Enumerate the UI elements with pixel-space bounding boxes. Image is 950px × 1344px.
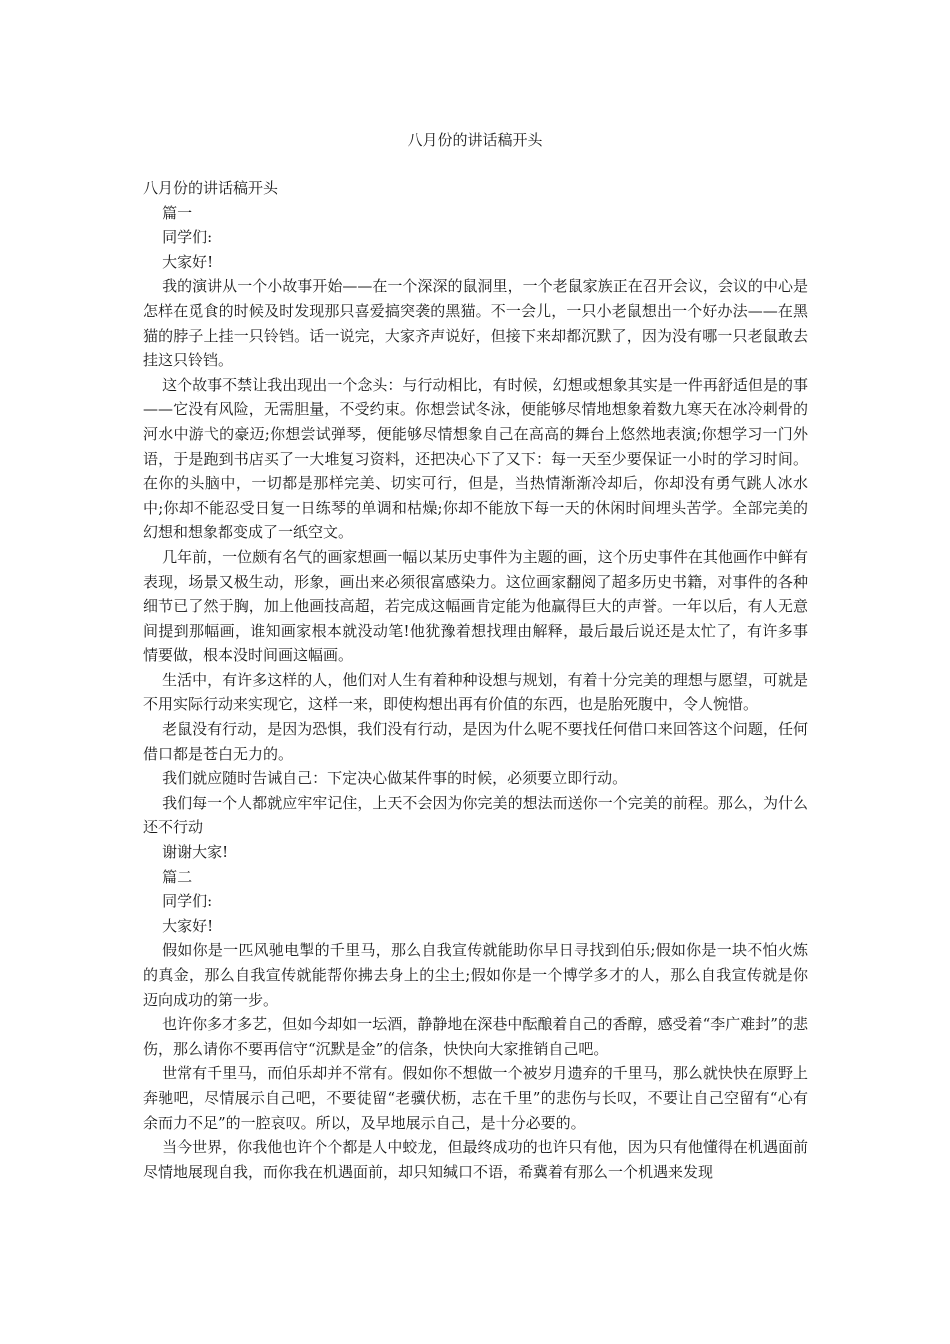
salutation: 同学们: [162, 228, 213, 247]
salutation: 同学们: [162, 892, 213, 911]
greeting: 大家好! [162, 252, 214, 271]
paragraph: 老鼠没有行动，是因为恐惧，我们没有行动，是因为什么呢不要找任何借口来回答这个问题，任何借口都是苍白无力的。 [143, 720, 808, 763]
paragraph: 假如你是一匹风驰电掣的千里马，那么自我宣传就能助你早日寻找到伯乐;假如你是一块不怕火炼的真金，那么自我宣传就能帮你拂去身上的尘土;假如你是一个博学多才的人，那么自我宣传就是你迈向成功的第一步。 [143, 941, 808, 1009]
paragraph: 几年前，一位颇有名气的画家想画一幅以某历史事件为主题的画，这个历史事件在其他画作中鲜有表现，场景又极生动，形象，画出来必须很富感染力。这位画家翻阅了超多历史书籍，对事件的各种细节已了然于胸，加上他画技高超，若完成这幅画肯定能为他赢得巨大的声誉。一年以后，有人无意间提到那幅画，谁知画家根本就没动笔!他犹豫着想找理由解释，最后最后说还是太忙了，有许多事情要做，根本没时间画这幅画。 [143, 547, 808, 665]
greeting: 大家好! [162, 916, 214, 935]
paragraph: 这个故事不禁让我出现出一个念头：与行动相比，有时候，幻想或想象其实是一件再舒适但是的事——它没有风险，无需胆量，不受约束。你想尝试冬泳，便能够尽情地想象着数九寒天在冰冷刺骨的河水中游弋的豪迈;你想尝试弹琴，便能够尽情想象自己在高高的舞台上悠然地表演;你想学习一门外语，于是跑到书店买了一大堆复习资料，还把决心下了又下：每一天至少要保证一小时的学习时间。在你的头脑中，一切都是那样完美、切实可行，但是，当热情渐渐冷却后，你却没有勇气跳人冰水中;你却不能忍受日复一日练琴的单调和枯燥;你却不能放下每一天的休闲时间埋头苦学。全部完美的幻想和想象都变成了一纸空文。 [143, 375, 808, 542]
document-subtitle: 八月份的讲话稿开头 [143, 179, 279, 197]
document-body [143, 176, 808, 1184]
paragraph: 我们就应随时告诫自己：下定决心做某件事的时候，必须要立即行动。 [162, 769, 628, 788]
paragraph: 我们每一个人都就应牢牢记住，上天不会因为你完美的想法而送你一个完美的前程。那么，为什么还不行动 [143, 793, 808, 837]
paragraph: 世常有千里马，而伯乐却并不常有。假如你不想做一个被岁月遗弃的千里马，那么就快快在原野上奔驰吧，尽情展示自己吧，不要徒留“老骥伏枥，志在千里”的悲伤与长叹，不要让自己空留有“心有余而力不足”的一腔哀叹。所以，及早地展示自己，是十分必要的。 [143, 1064, 808, 1132]
section-heading-2: 篇二 [162, 867, 193, 886]
paragraph: 也许你多才多艺，但如今却如一坛酒，静静地在深巷中酝酿着自己的香醇，感受着“李广难封”的悲伤，那么请你不要再信守“沉默是金”的信条，快快向大家推销自己吧。 [143, 1015, 808, 1058]
paragraph: 我的演讲从一个小故事开始——在一个深深的鼠洞里，一个老鼠家族正在召开会议，会议的中心是怎样在觅食的时候及时发现那只喜爱搞突袭的黑猫。不一会儿，一只小老鼠想出一个好办法——在黑猫的脖子上挂一只铃铛。话一说完，大家齐声说好，但接下来却都沉默了，因为没有哪一只老鼠敢去挂这只铃铛。 [143, 277, 808, 370]
document-title: 八月份的讲话稿开头 [407, 131, 543, 149]
paragraph: 当今世界，你我他也许个个都是人中蛟龙，但最终成功的也许只有他，因为只有他懂得在机遇面前尽情地展现自我，而你我在机遇面前，却只知缄口不语，希冀着有那么一个机遇来发现 [143, 1138, 808, 1181]
closing: 谢谢大家! [162, 843, 229, 862]
section-heading-1: 篇一 [162, 203, 193, 222]
paragraph: 生活中，有许多这样的人，他们对人生有着种种设想与规划，有着十分完美的理想与愿望，可就是不用实际行动来实现它，这样一来，即使构想出再有价值的东西，也是胎死腹中，令人惋惜。 [143, 670, 808, 714]
